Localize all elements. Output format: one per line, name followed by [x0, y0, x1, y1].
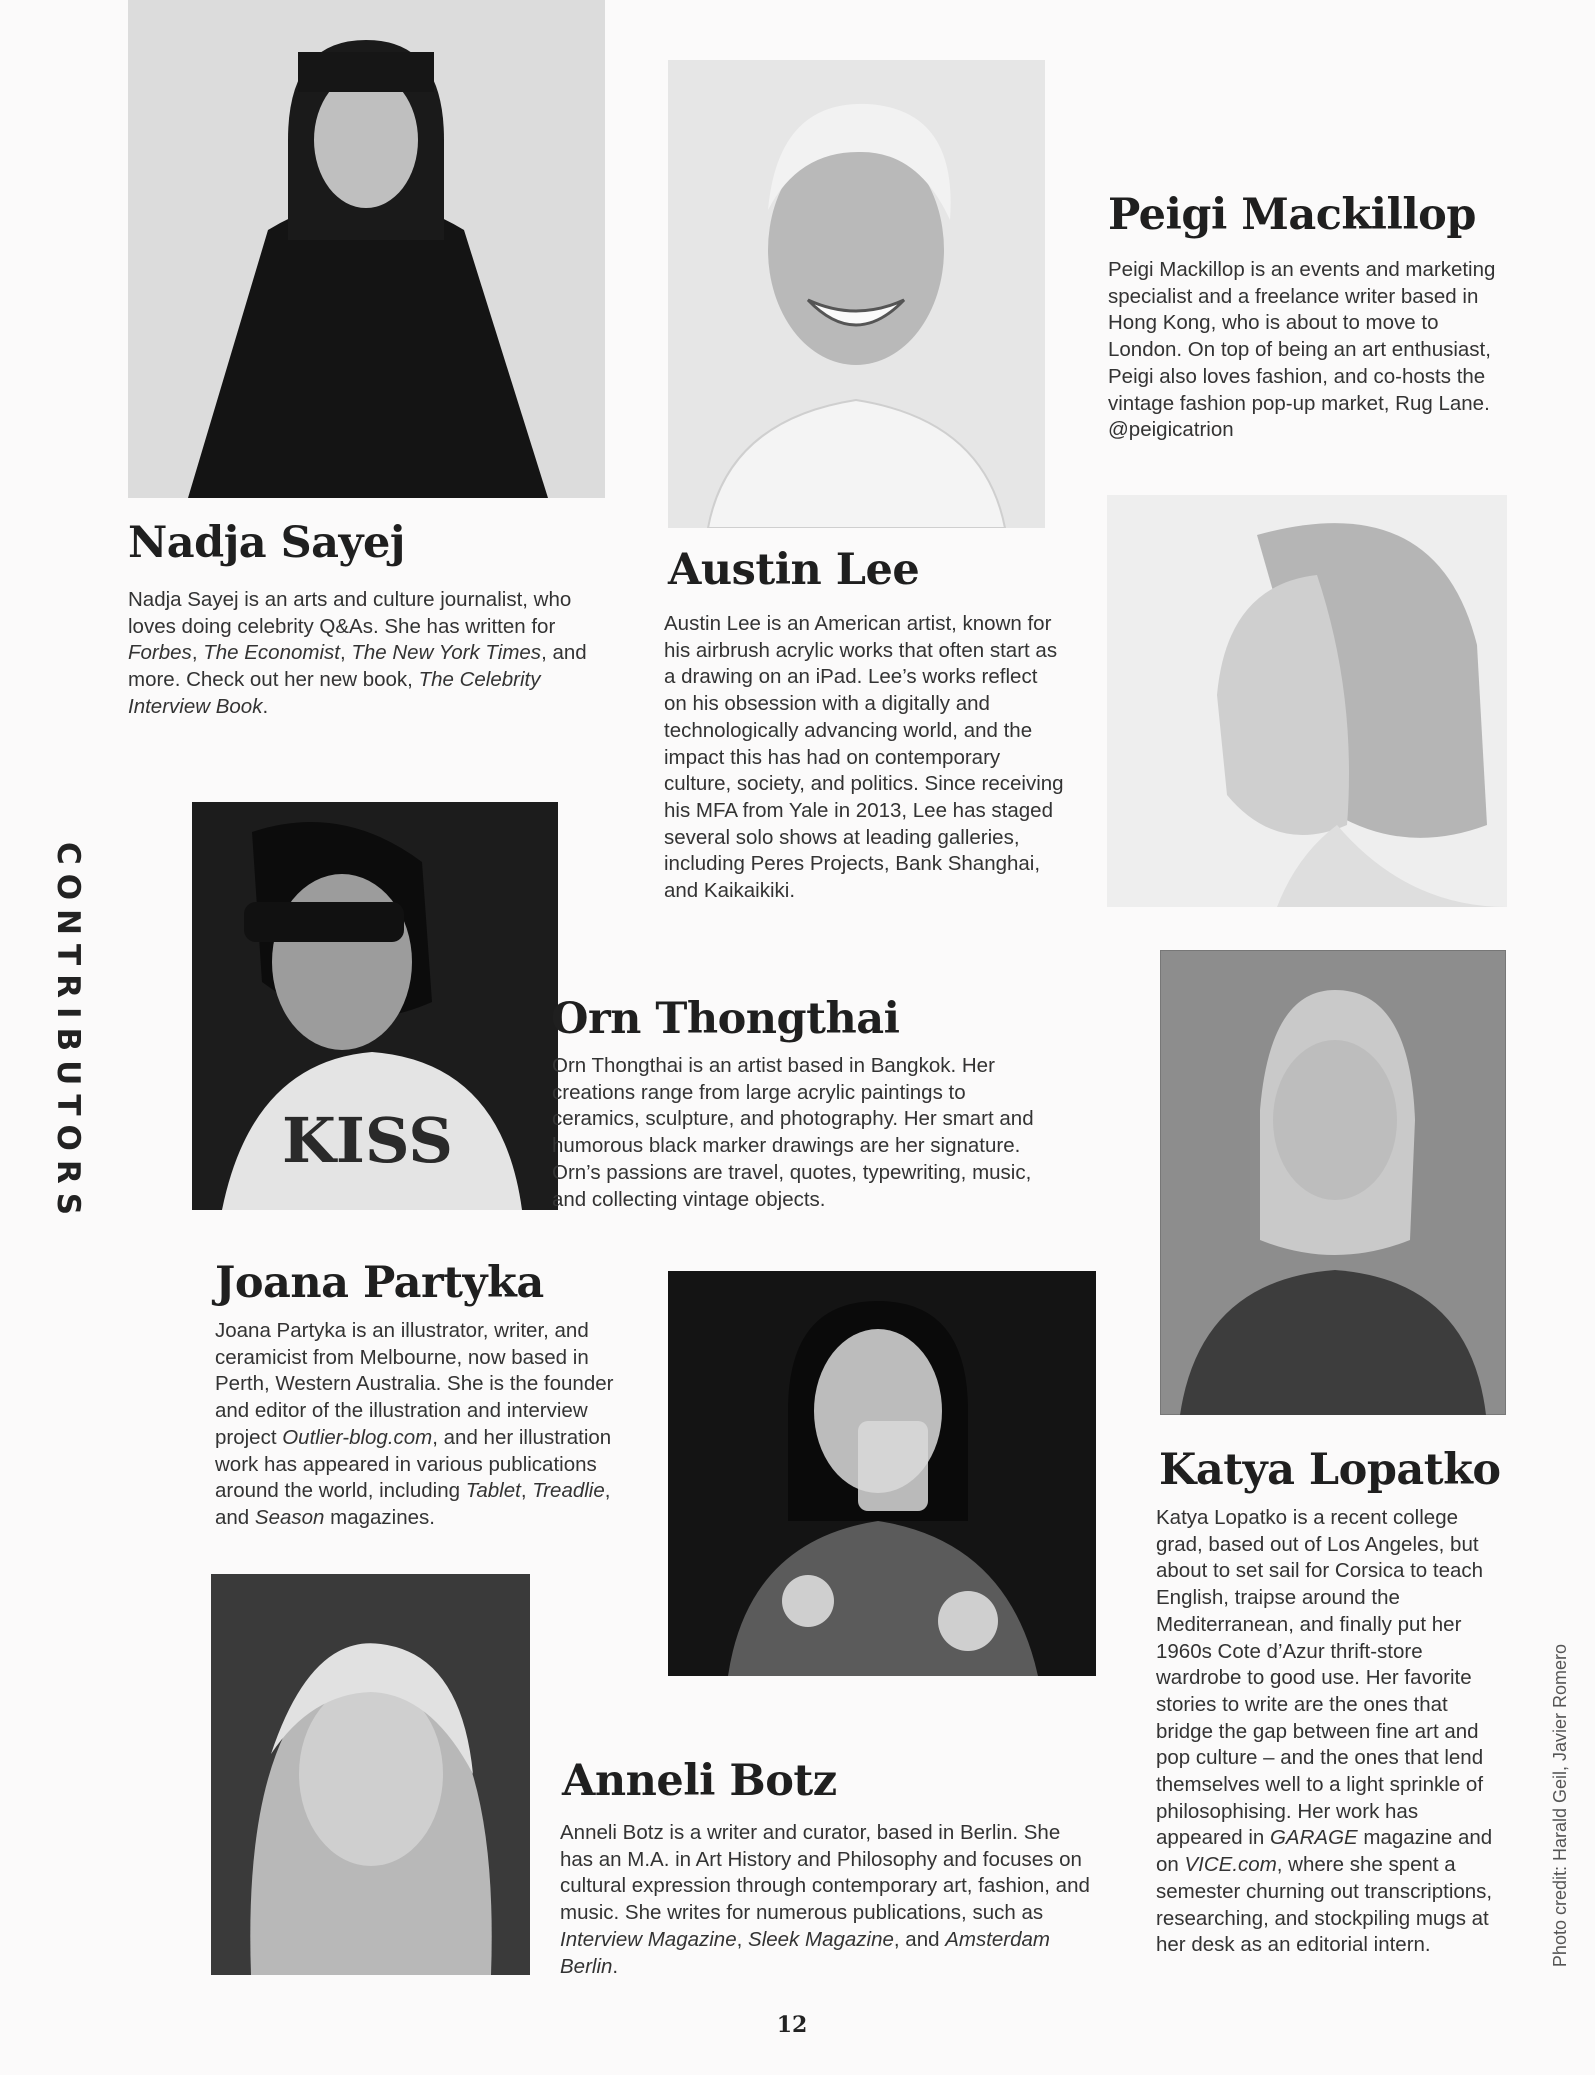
bio-italic-text: Interview Magazine [560, 1927, 737, 1951]
bio-italic-text: Tablet [465, 1479, 521, 1503]
bio-text: Nadja Sayej is an arts and culture journalist, who loves doing celebrity Q&As. She has written for [128, 588, 572, 638]
bio-text: , and [893, 1927, 946, 1951]
contributor-name: Nadja Sayej [128, 518, 405, 568]
contributor-bio [215, 1318, 635, 1532]
portrait-photo-joana-partyka [211, 1574, 530, 1975]
bio-italic-text: The Celebrity Interview Book [128, 668, 541, 718]
bio-text: Austin Lee is an American artist, known for his airbrush acrylic works that often start as a drawing on an iPad. Lee’s works reflect on his obsession with a digitally and technologically advancing world, and the impact this has had on contemporary culture, society, and politics. Since receiving his MFA from Yale in 2013, Lee has staged several solo shows at leading galleries, including Peres Projects, Bank Shanghai, and Kaikaikiki. [664, 612, 1064, 903]
bio-text: Peigi Mackillop is an events and marketing specialist and a freelance writer based in Hong Kong, who is about to move to London. On top of being an art enthusiast, Peigi also loves fashion, and co-hosts the vintage fashion pop-up market, Rug Lane. @peigicatrion [1108, 258, 1496, 442]
portrait-photo-austin-lee [668, 60, 1045, 528]
bio-italic-text: The New York Times [351, 641, 542, 665]
bio-italic-text: VICE.com [1184, 1853, 1277, 1877]
bio-text: Orn Thongthai is an artist based in Bangkok. Her creations range from large acrylic paintings to ceramics, sculpture, and photography. Her smart and humorous black marker drawings are her signature. Orn’s passions are travel, quotes, typewriting, music, and collecting vintage objects. [552, 1054, 1034, 1211]
photo-credit-text: Photo credit: Harald Geil, Javier Romero [1550, 1643, 1571, 1967]
bio-text: , and her illustration work has appeared in various publications around the world, including [215, 1425, 612, 1503]
bio-italic-text: The Economist [203, 641, 340, 665]
bio-text: magazines. [324, 1505, 435, 1529]
bio-text: , [339, 641, 352, 665]
portrait-photo-orn-thongthai [192, 802, 558, 1210]
bio-text: , where she spent a semester churning out transcriptions, researching, and stockpiling mugs at her desk as an editorial intern. [1156, 1853, 1493, 1957]
photo-credit [1546, 1630, 1576, 1980]
contributor-name: Austin Lee [668, 545, 920, 595]
bio-italic-text: Season [254, 1505, 325, 1529]
bio-text: Katya Lopatko is a recent college grad, based out of Los Angeles, but about to set sail for Corsica to teach English, traipse around the Mediterranean, and finally put her 1960s Cote d’Azur thrift-store wardrobe to good use. Her favorite stories to write are the ones that bridge the gap between fine art and pop culture – and the ones that lend themselves well to a light sprinkle of philosophising. Her work has appeared in [1156, 1506, 1484, 1850]
bio-italic-text: GARAGE [1269, 1826, 1358, 1850]
bio-text: . [262, 694, 269, 718]
portrait-photo-katya-lopatko [1160, 950, 1506, 1415]
bio-text: , [191, 641, 204, 665]
portrait-photo-anneli-botz [668, 1271, 1096, 1676]
bio-italic-text: Sleek Magazine [748, 1927, 894, 1951]
bio-italic-text: Outlier-blog.com [282, 1425, 433, 1449]
bio-text: , [736, 1927, 749, 1951]
bio-italic-text: Amsterdam Berlin [560, 1927, 1051, 1978]
bio-italic-text: Treadlie [532, 1479, 605, 1503]
bio-text: Anneli Botz is a writer and curator, based in Berlin. She has an M.A. in Art History and Philosophy and focuses on cultural expression through contemporary art, fashion, and music. She writes for numerous publications, such as [560, 1821, 1090, 1925]
bio-text: , and more. Check out her new book, [128, 641, 587, 692]
bio-italic-text: Forbes [128, 641, 192, 665]
bio-text: . [612, 1954, 619, 1978]
portrait-photo-peigi-mackillop [1107, 495, 1507, 907]
contributor-bio [560, 1820, 1090, 1980]
contributor-name: Joana Partyka [215, 1258, 544, 1308]
section-label [48, 841, 88, 1225]
contributor-name: Katya Lopatko [1159, 1445, 1501, 1495]
svg-text:KISS: KISS [282, 1104, 454, 1177]
bio-text: , and [215, 1479, 611, 1529]
contributor-bio [552, 1053, 1052, 1213]
bio-text: , [520, 1479, 533, 1503]
bio-text: Joana Partyka is an illustrator, writer, and ceramicist from Melbourne, now based in Perth, Western Australia. She is the founder and editor of the illustration and interview project [215, 1319, 614, 1449]
contributor-name: Peigi Mackillop [1108, 190, 1476, 240]
section-label-text: CONTRIBUTORS [50, 841, 87, 1225]
contributor-bio [128, 587, 588, 721]
contributor-name: Anneli Botz [562, 1756, 837, 1806]
bio-text: magazine and on [1156, 1826, 1493, 1877]
contributor-name: Orn Thongthai [551, 994, 900, 1044]
page-number: 12 [776, 2012, 808, 2038]
portrait-photo-nadja-sayej [128, 0, 605, 498]
contributor-bio [1156, 1505, 1508, 1959]
contributor-bio [664, 611, 1064, 905]
contributor-bio [1108, 257, 1510, 444]
